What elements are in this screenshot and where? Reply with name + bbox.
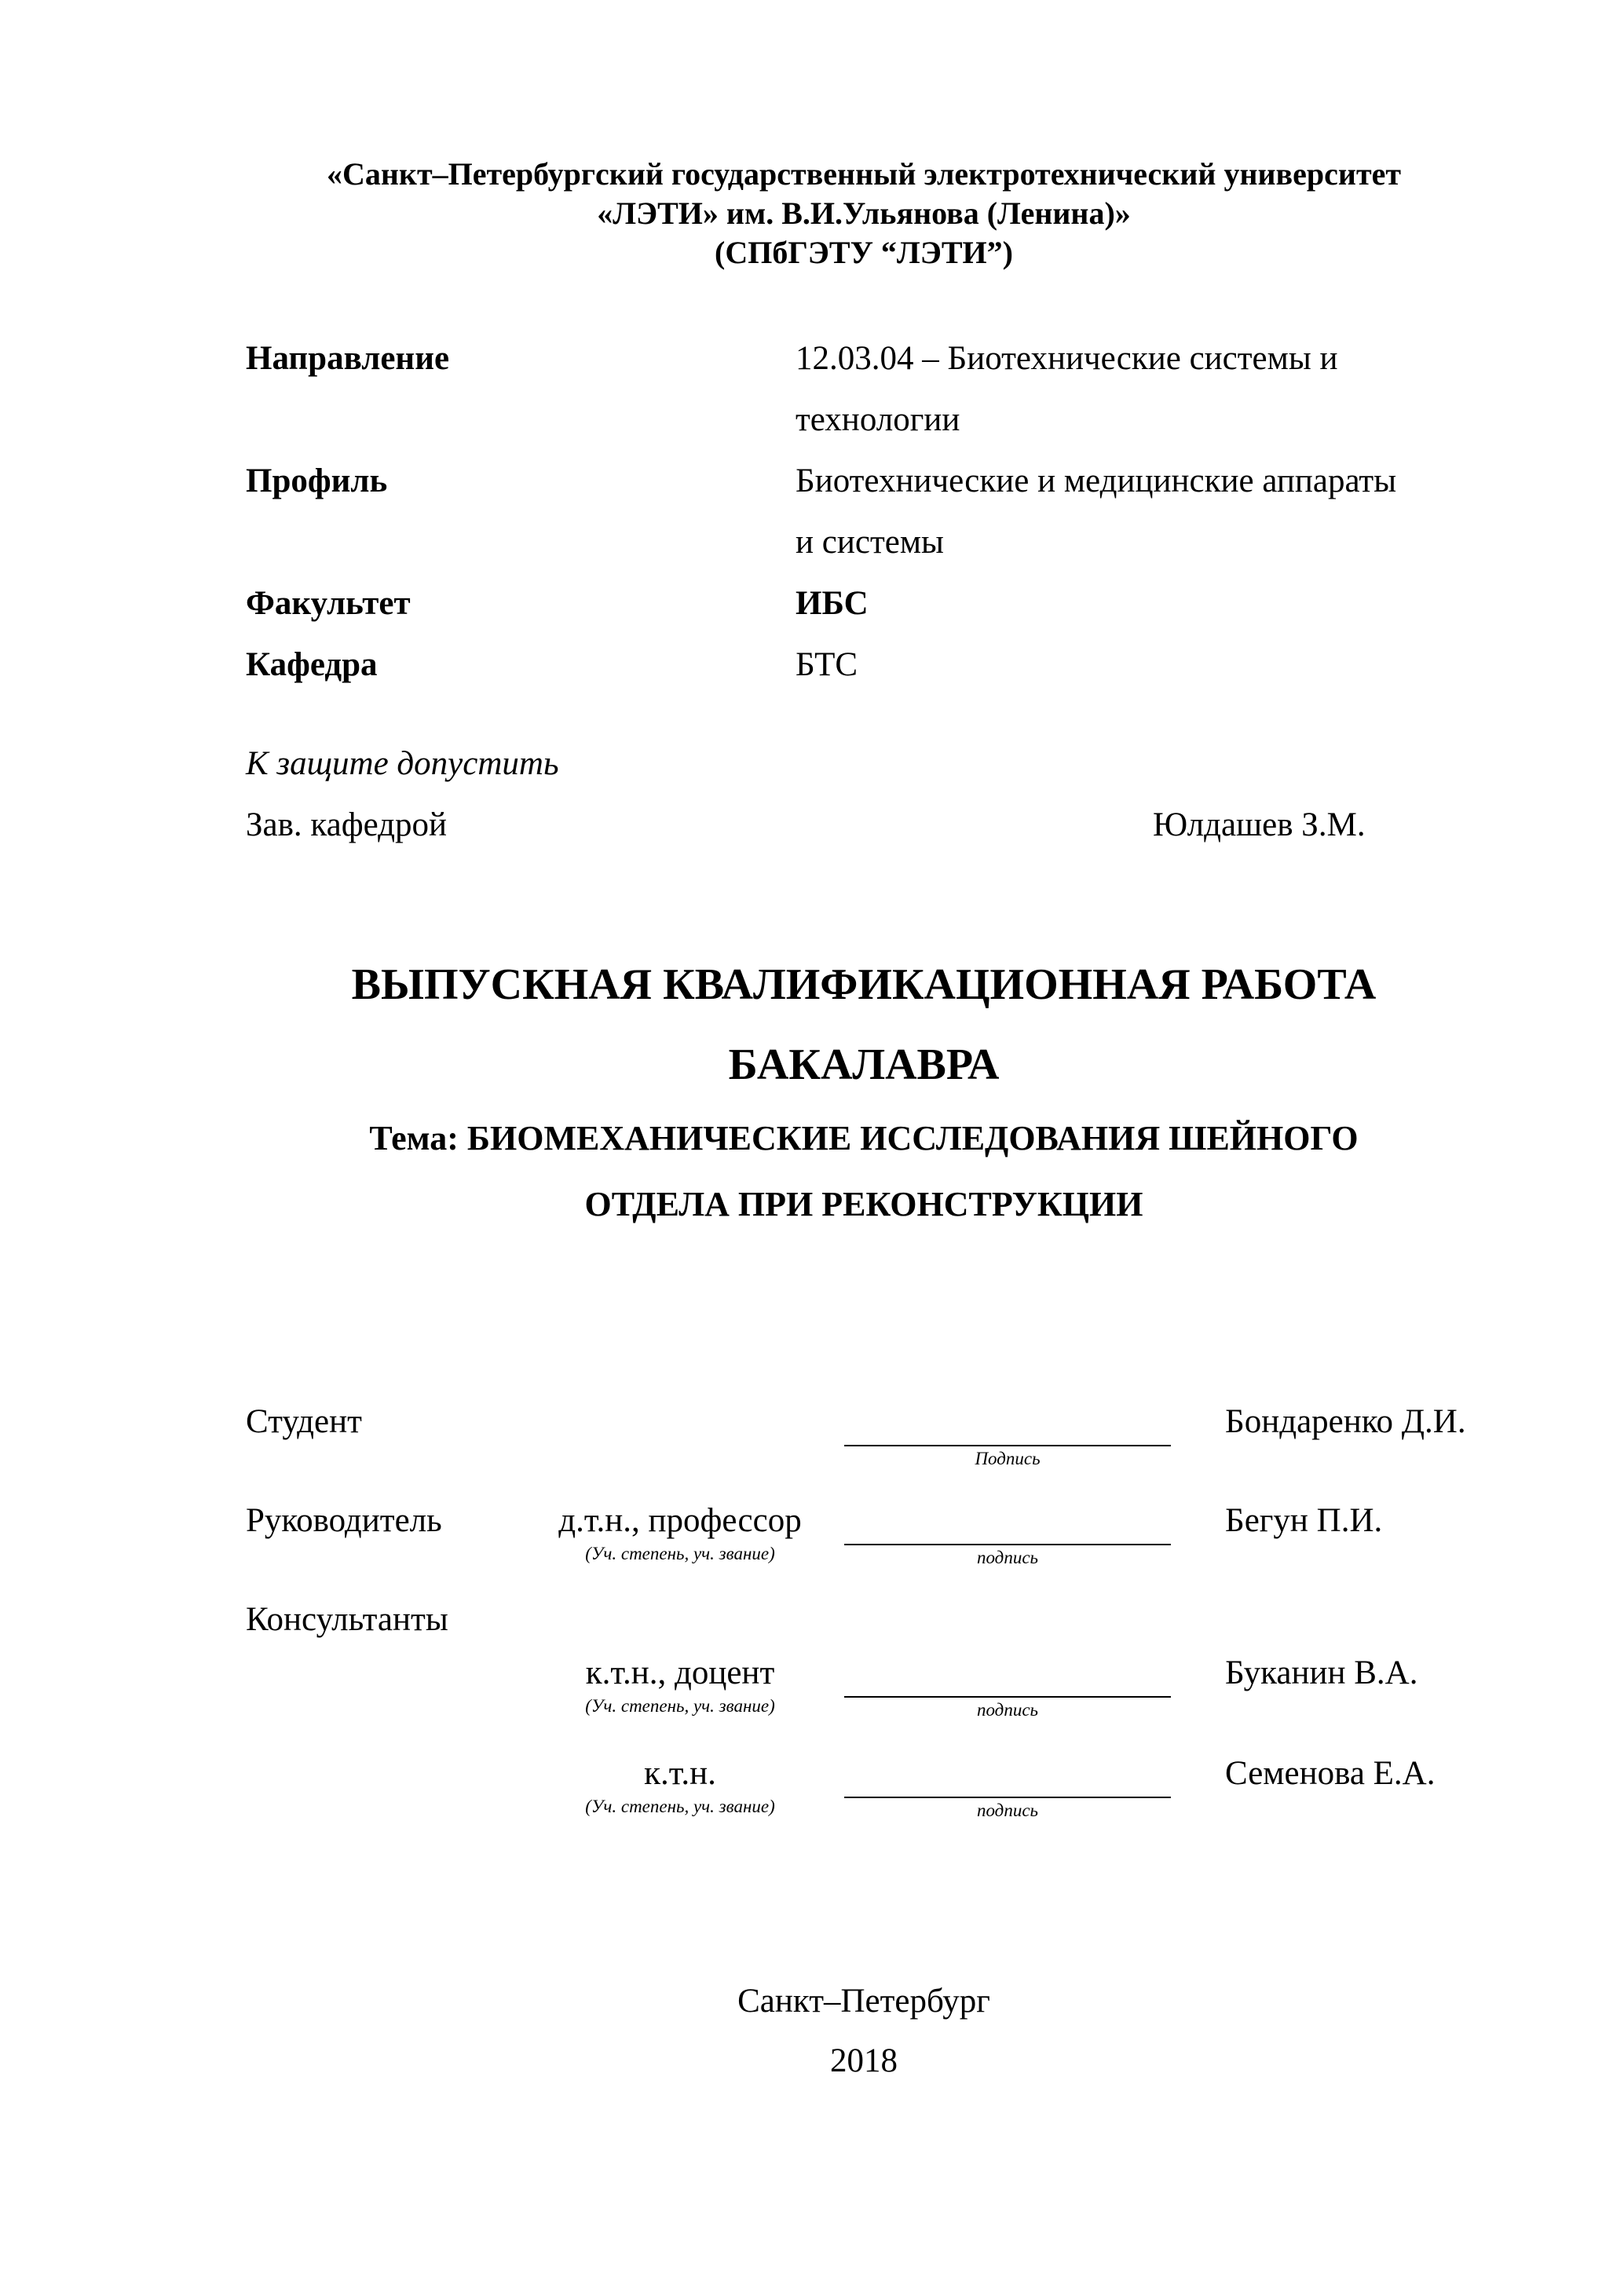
supervisor-label: Руководитель [246,1502,442,1539]
consultant1-signature-line [844,1696,1171,1698]
consultant1-degree-caption: (Уч. степень, уч. звание) [585,1696,775,1716]
city: Санкт–Петербург [737,1983,990,2020]
consultants-label: Консультанты [246,1601,448,1638]
supervisor-signature-caption: подпись [976,1548,1038,1567]
topic-line1: Тема: БИОМЕХАНИЧЕСКИЕ ИССЛЕДОВАНИЯ ШЕЙНОГО [369,1119,1359,1157]
profile-value-line2: и системы [796,524,944,561]
direction-value-line2: технологии [796,401,960,438]
university-name-line1: «Санкт–Петербургский государственный электротехнический университет [326,156,1401,192]
consultant2-name: Семенова Е.А. [1225,1755,1436,1792]
direction-label: Направление [246,340,450,377]
document-title-line2: БАКАЛАВРА [728,1040,1000,1089]
department-value: БТС [796,646,858,683]
student-signature-caption: Подпись [975,1449,1041,1468]
consultant2-signature-line [844,1797,1171,1798]
topic-line2: ОТДЕЛА ПРИ РЕКОНСТРУКЦИИ [584,1185,1143,1223]
supervisor-degree-caption: (Уч. степень, уч. звание) [585,1544,775,1563]
head-of-department-name: Юлдашев З.М. [1153,806,1366,843]
faculty-label: Факультет [246,585,411,622]
supervisor-name: Бегун П.И. [1225,1502,1383,1539]
document-title-line1: ВЫПУСКНАЯ КВАЛИФИКАЦИОННАЯ РАБОТА [351,960,1377,1009]
head-of-department-label: Зав. кафедрой [246,806,448,843]
consultant1-signature-caption: подпись [976,1700,1038,1720]
student-name: Бондаренко Д.И. [1225,1403,1466,1440]
consultant2-signature-caption: подпись [976,1801,1038,1820]
profile-value-line1: Биотехнические и медицинские аппараты [796,462,1397,499]
consultant2-degree: к.т.н. [644,1755,716,1792]
student-signature-line [844,1445,1171,1446]
department-label: Кафедра [246,646,378,683]
faculty-value: ИБС [796,585,869,622]
consultant2-degree-caption: (Уч. степень, уч. звание) [585,1797,775,1816]
consultant1-name: Буканин В.А. [1225,1654,1418,1691]
profile-label: Профиль [246,462,388,499]
year: 2018 [830,2042,898,2079]
university-abbreviation: (СПбГЭТУ “ЛЭТИ”) [715,235,1013,270]
admission-text: К защите допустить [246,745,559,782]
supervisor-signature-line [844,1544,1171,1545]
university-name-line2: «ЛЭТИ» им. В.И.Ульянова (Ленина)» [597,196,1131,231]
consultant1-degree: к.т.н., доцент [585,1654,775,1691]
direction-value-line1: 12.03.04 – Биотехнические системы и [796,340,1338,377]
supervisor-degree: д.т.н., профессор [558,1502,802,1539]
student-label: Студент [246,1403,362,1440]
